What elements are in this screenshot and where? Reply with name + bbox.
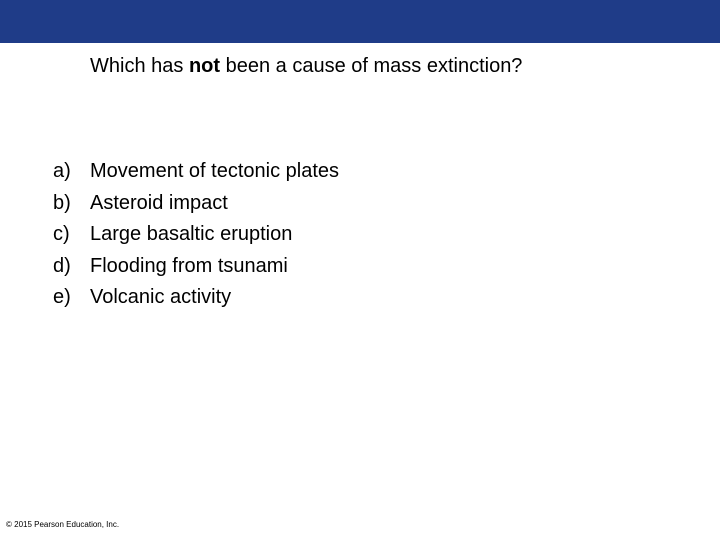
option-text: Volcanic activity [90, 286, 232, 309]
answer-option-b [53, 188, 339, 220]
answer-option-d [53, 251, 339, 283]
option-letter: a) [53, 160, 71, 182]
question-text [90, 55, 522, 78]
option-text: Movement of tectonic plates [90, 160, 340, 182]
option-text: Asteroid impact [90, 191, 228, 214]
question-text-after: been a cause of mass extinction? [220, 55, 523, 77]
question-emphasis: not [188, 55, 221, 77]
option-letter: e) [53, 286, 71, 309]
question-text-before: Which has [90, 55, 189, 77]
option-letter: d) [53, 254, 71, 277]
header-bar [0, 0, 720, 43]
answer-option-c [53, 219, 339, 251]
option-letter: b) [53, 191, 71, 214]
answer-option-e [53, 282, 339, 314]
option-letter: c) [53, 223, 70, 246]
option-text: Flooding from tsunami [90, 254, 288, 277]
copyright-footer: © 2015 Pearson Education, Inc. [6, 520, 120, 529]
answer-options-list [53, 156, 339, 314]
answer-option-a [53, 156, 339, 188]
option-text: Large basaltic eruption [90, 223, 293, 246]
